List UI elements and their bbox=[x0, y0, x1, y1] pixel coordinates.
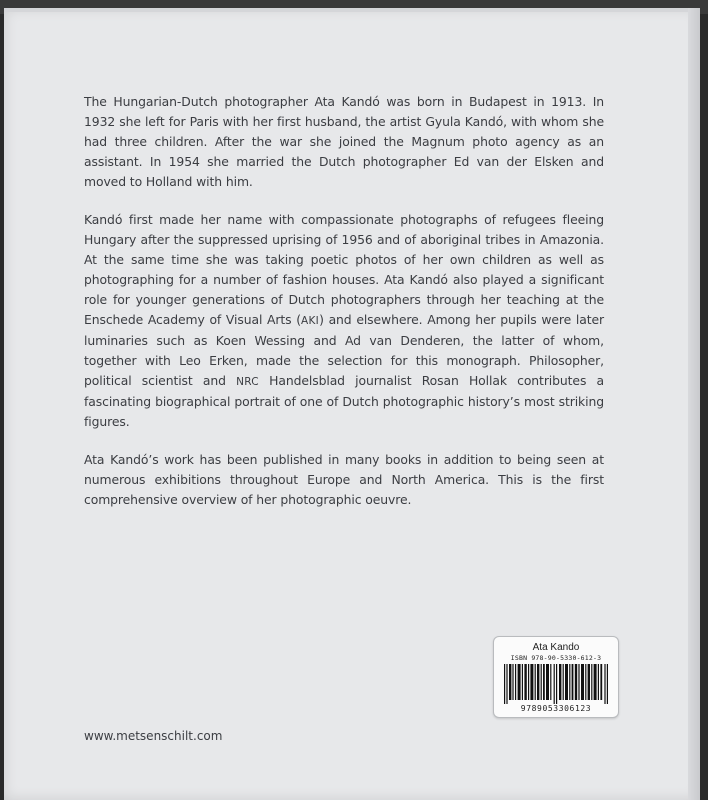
cover-spine-edge bbox=[688, 8, 700, 800]
blurb-paragraph-2-part-b: ) and elsewhere. Among her pupils were later luminaries such as Koen Wessing and Ad van Denderen, the latter of whom, together with Leo Erken, made the selection for this monograph. Philosopher, political scientist and bbox=[84, 312, 604, 388]
blurb-paragraph-3: Ata Kandó’s work has been published in many books in addition to being seen at numerous exhibitions throughout Europe and North America. This is the first comprehensive overview of her photographic oeuvre. bbox=[84, 452, 604, 507]
blurb-paragraph-2 bbox=[84, 210, 604, 432]
publisher-url: www.metsenschilt.com bbox=[84, 729, 223, 743]
blurb-text bbox=[84, 92, 604, 528]
cover-top-edge bbox=[4, 8, 700, 12]
abbreviation-aki: AKI bbox=[301, 315, 320, 327]
abbreviation-nrc: NRC bbox=[236, 376, 259, 388]
barcode-number: 9789053306123 bbox=[520, 704, 592, 713]
blurb-paragraph-2-part-c: Handelsblad journalist Rosan Hollak contributes a fascinating biographical portrait of one of Dutch photographic history’s most striking figures. bbox=[84, 373, 604, 429]
blurb-paragraph-1: The Hungarian-Dutch photographer Ata Kandó was born in Budapest in 1913. In 1932 she left for Paris with her first husband, the artist Gyula Kandó, with whom she had three children. After the war she joined the Magnum photo agency as an assistant. In 1954 she married the Dutch photographer Ed van der Elsken and moved to Holland with him. bbox=[84, 94, 604, 189]
barcode-title: Ata Kando bbox=[532, 642, 580, 653]
barcode-sticker bbox=[493, 636, 619, 718]
barcode-isbn: ISBN 978-90-5330-612-3 bbox=[510, 654, 602, 662]
barcode-bars-icon bbox=[502, 664, 610, 704]
blurb-paragraph-2-part-a: Kandó first made her name with compassionate photographs of refugees fleeing Hungary after the suppressed uprising of 1956 and of aboriginal tribes in Amazonia. At the same time she was taking poetic photos of her own children as well as photographing for a number of fashion houses. Ata Kandó also played a significant role for younger generations of Dutch photographers through her teaching at the Enschede Academy of Visual Arts ( bbox=[84, 212, 604, 327]
